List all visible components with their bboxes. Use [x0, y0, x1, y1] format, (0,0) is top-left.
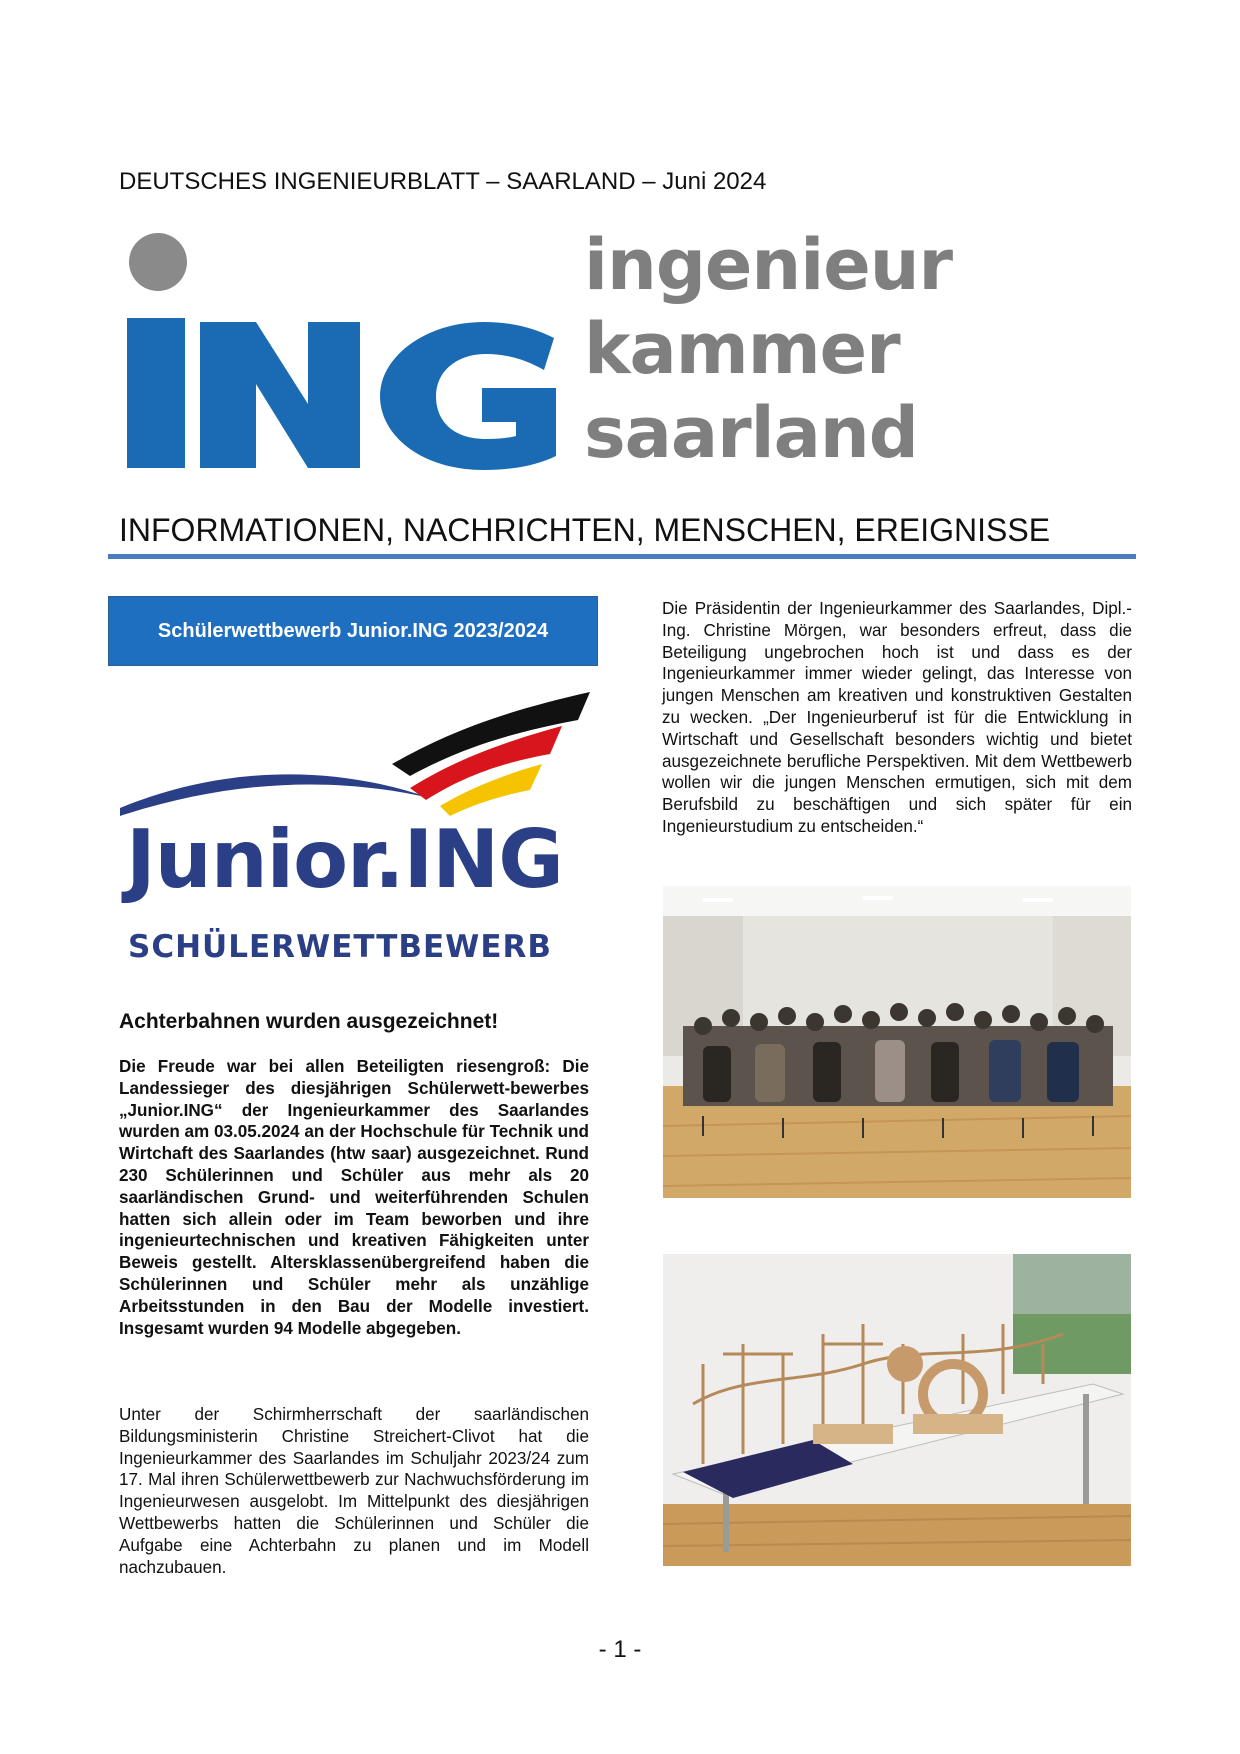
logo-word-kammer: kammer — [584, 308, 900, 390]
section-divider — [108, 554, 1136, 559]
article-lead-paragraph: Die Freude war bei allen Beteiligten riesengroß: Die Landessieger des diesjährigen Schülerwett-bewerbes „Junior.ING“ der Ingenieurkammer des Saarlandes wurden am 03.05.2024 an der Hochschule für Technik und Wirtchaft des Saarlandes (htw saar) ausgezeichnet. Rund 230 Schülerinnen und Schüler aus mehr als 20 saarländischen Grund- und weiterführenden Schulen hatten sich allein oder im Team beworben und ihre ingenieurtechnischen und kreativen Fähigkeiten unter Beweis gestellt. Altersklassenübergreifend haben die Schülerinnen und Schüler mehr als unzählige Arbeitsstunden in den Bau der Modelle investiert. Insgesamt wurden 94 Modelle abgegeben. — [119, 1057, 589, 1338]
ingenieurkammer-logo — [124, 224, 953, 474]
roller-coaster-models-photo — [663, 1254, 1131, 1566]
junior-ing-subtitle: SCHÜLERWETTBEWERB — [128, 929, 553, 965]
ing-logo-mark — [124, 226, 564, 472]
page-number: - 1 - — [598, 1636, 642, 1663]
article-headline: Achterbahnen wurden ausgezeichnet! — [119, 1010, 499, 1033]
masthead: DEUTSCHES INGENIEURBLATT – SAARLAND – Juni 2024 — [119, 168, 767, 195]
section-title: INFORMATIONEN, NACHRICHTEN, MENSCHEN, EREIGNISSE — [119, 512, 1051, 548]
competition-badge — [108, 596, 598, 666]
logo-word-saarland: saarland — [584, 392, 918, 474]
audience-photo — [663, 886, 1131, 1198]
junior-ing-flag-swoosh — [112, 680, 600, 820]
president-quote-paragraph: Die Präsidentin der Ingenieurkammer des Saarlandes, Dipl.-Ing. Christine Mörgen, war besonders erfreut, dass die Beteiligung ungebrochen hoch ist und dass es der Ingenieurkammer immer wieder gelingt, das Interesse von jungen Menschen am kreativen und konstruktiven Gestalten zu wecken. „Der Ingenieurberuf ist für die Entwicklung in Wirtschaft und Gesellschaft besonders wichtig und bietet ausgezeichnete berufliche Perspektiven. Mit dem Wettbewerb wollen wir die jungen Menschen ermutigen, sich mit dem Berufsbild zu beschäftigen und sich später für ein Ingenieurstudium zu entscheiden.“ — [662, 599, 1132, 836]
competition-badge-label: Schülerwettbewerb Junior.ING 2023/2024 — [157, 619, 549, 642]
logo-word-ingenieur: ingenieur — [584, 224, 953, 306]
article-body-paragraph: Unter der Schirmherrschaft der saarländischen Bildungsministerin Christine Streichert-Clivot hat die Ingenieurkammer des Saarlandes im Schuljahr 2023/24 zum 17. Mal ihren Schülerwettbewerb zur Nachwuchsförderung im Ingenieurwesen ausgelobt. Im Mittelpunkt des diesjährigen Wettbewerbs hatten die Schülerinnen und Schüler die Aufgabe eine Achterbahn zu planen und im Modell nachzubauen. — [119, 1405, 589, 1577]
junior-ing-wordmark: Junior.ING — [126, 813, 563, 906]
junior-ing-logo — [112, 680, 600, 980]
